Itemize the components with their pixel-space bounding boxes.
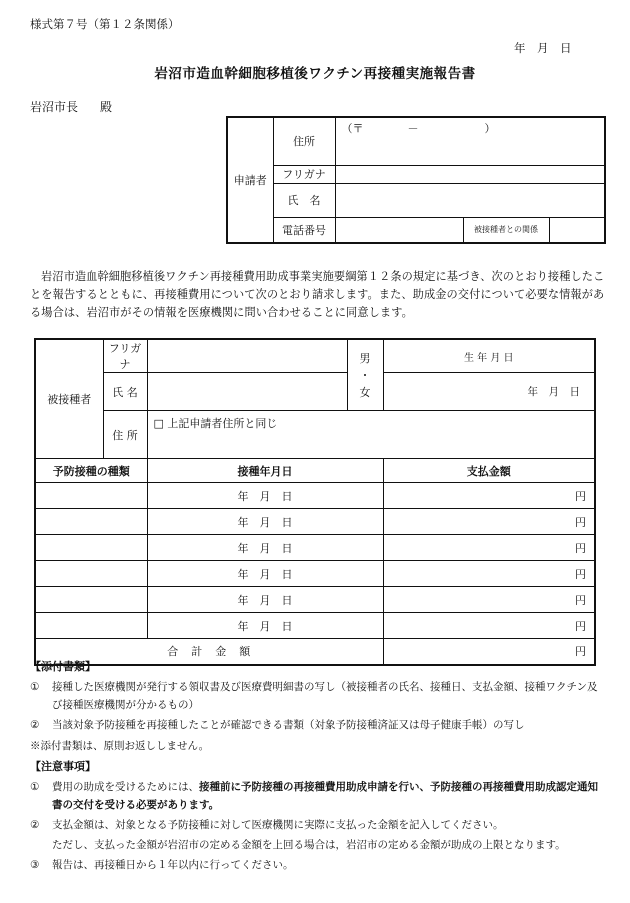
name-label: 氏 名 bbox=[273, 183, 335, 217]
phone-label: 電話番号 bbox=[273, 217, 335, 243]
birth-label: 生 年 月 日 bbox=[383, 339, 595, 373]
page-title: 岩沼市造血幹細胞移植後ワクチン再接種実施報告書 bbox=[154, 66, 476, 82]
total-amount-cell[interactable]: 円 bbox=[383, 639, 595, 665]
vaccinee-table bbox=[34, 338, 596, 666]
attachment-item-2: ② 当該対象予防接種を再接種したことが確認できる書類（対象予防接種済証又は母子健康手帳）の写し bbox=[30, 719, 525, 731]
vaccine-type-cell[interactable] bbox=[35, 509, 147, 535]
vaccine-type-cell[interactable] bbox=[35, 587, 147, 613]
amount-cell[interactable]: 円 bbox=[383, 509, 595, 535]
attachments-heading: 【添付書類】 bbox=[30, 660, 96, 673]
applicant-name-field[interactable] bbox=[335, 183, 605, 217]
date-cell[interactable]: 年 月 日 bbox=[147, 483, 383, 509]
date-cell[interactable]: 年 月 日 bbox=[147, 561, 383, 587]
relation-field[interactable] bbox=[549, 217, 605, 243]
vaccinee-furigana-field[interactable] bbox=[147, 339, 347, 373]
same-address-checkbox[interactable]: □ 上記申請者住所と同じ bbox=[153, 417, 278, 430]
applicant-phone-field[interactable] bbox=[335, 217, 463, 243]
amount-cell[interactable]: 円 bbox=[383, 613, 595, 639]
date-cell[interactable]: 年 月 日 bbox=[147, 587, 383, 613]
record-row bbox=[35, 613, 595, 639]
amount-cell[interactable]: 円 bbox=[383, 535, 595, 561]
date-cell[interactable]: 年 月 日 bbox=[147, 509, 383, 535]
note-item-1: ① 費用の助成を受けるためには、接種前に予防接種の再接種費用助成申請を行い、予防接種の再接種費用助成認定通知書の交付を受ける必要があります。 bbox=[30, 781, 598, 811]
attachment-item-1: ① 接種した医療機関が発行する領収書及び医療費明細書の写し（被接種者の氏名、接種日、支払金額、接種ワクチン及び接種医療機関が分かるもの） bbox=[30, 681, 598, 711]
record-row bbox=[35, 535, 595, 561]
record-row bbox=[35, 483, 595, 509]
date-cell[interactable]: 年 月 日 bbox=[147, 613, 383, 639]
form-number: 様式第７号（第１２条関係） bbox=[30, 17, 180, 31]
col-vaccine-type: 予防接種の種類 bbox=[35, 459, 147, 483]
vaccinee-furigana-label: フリガナ bbox=[103, 339, 147, 373]
vaccine-type-cell[interactable] bbox=[35, 613, 147, 639]
birth-date-field[interactable]: 年 月 日 bbox=[383, 373, 595, 411]
addressee: 岩沼市長 殿 bbox=[30, 100, 113, 114]
address-label: 住所 bbox=[273, 117, 335, 165]
applicant-table bbox=[226, 116, 606, 244]
consent-paragraph: 岩沼市造血幹細胞移植後ワクチン再接種費用助成事業実施要綱第１２条の規定に基づき、次のとおり接種したことを報告するとともに、再接種費用について次のとおり請求します。また、助成金の交付について必要な情報がある場合は、岩沼市がその情報を医療機関に問い合わせることに同意します。 bbox=[30, 270, 605, 319]
furigana-label: フリガナ bbox=[273, 165, 335, 183]
total-label: 合 計 金 額 bbox=[35, 639, 383, 665]
vaccinee-name-label: 氏 名 bbox=[103, 373, 147, 411]
relation-label: 被接種者との関係 bbox=[463, 217, 549, 243]
record-row bbox=[35, 561, 595, 587]
vaccinee-address-field[interactable] bbox=[147, 411, 595, 459]
notes-heading: 【注意事項】 bbox=[30, 760, 96, 773]
col-vaccination-date: 接種年月日 bbox=[147, 459, 383, 483]
note-item-3: ③ 報告は、再接種日から１年以内に行ってください。 bbox=[30, 859, 294, 871]
vaccine-type-cell[interactable] bbox=[35, 483, 147, 509]
record-row bbox=[35, 509, 595, 535]
report-date: 年 月 日 bbox=[514, 41, 572, 55]
sex-field[interactable]: 男 ・ 女 bbox=[347, 339, 383, 411]
note-item-2: ② 支払金額は、対象となる予防接種に対して医療機関に実際に支払った金額を記入してください。 bbox=[30, 819, 504, 831]
vaccinee-label: 被接種者 bbox=[35, 339, 103, 459]
amount-cell[interactable]: 円 bbox=[383, 561, 595, 587]
applicant-label: 申請者 bbox=[227, 117, 273, 243]
vaccinee-address-label: 住 所 bbox=[103, 411, 147, 459]
note-item-2b: ただし、支払った金額が岩沼市の定める金額を上回る場合は，岩沼市の定める金額が助成の上限となります。 bbox=[52, 839, 566, 851]
postal-code: （〒 － ） bbox=[341, 122, 496, 135]
amount-cell[interactable]: 円 bbox=[383, 587, 595, 613]
vaccine-type-cell[interactable] bbox=[35, 561, 147, 587]
applicant-furigana-field[interactable] bbox=[335, 165, 605, 183]
vaccinee-name-field[interactable] bbox=[147, 373, 347, 411]
applicant-address-field[interactable] bbox=[335, 117, 605, 165]
vaccine-type-cell[interactable] bbox=[35, 535, 147, 561]
amount-cell[interactable]: 円 bbox=[383, 483, 595, 509]
date-cell[interactable]: 年 月 日 bbox=[147, 535, 383, 561]
record-row bbox=[35, 587, 595, 613]
attachment-note: ※添付書類は、原則お返ししません。 bbox=[30, 740, 210, 752]
col-amount: 支払金額 bbox=[383, 459, 595, 483]
